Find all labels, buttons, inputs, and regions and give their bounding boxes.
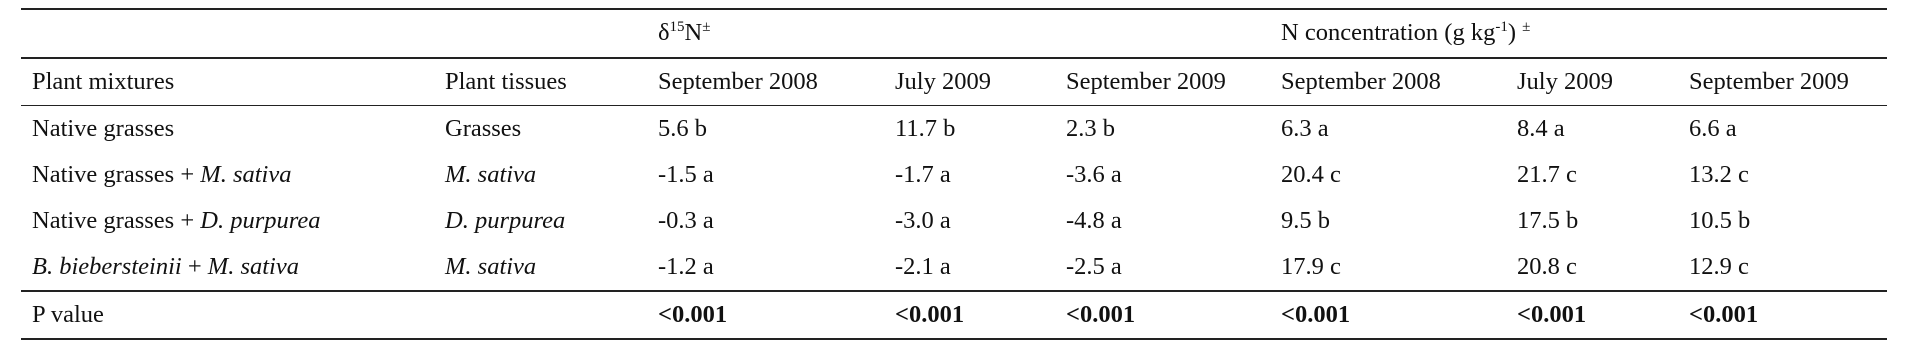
p-value-cell: <0.001 <box>1506 291 1678 339</box>
tissue-cell: M. sativa <box>445 161 537 188</box>
n-concentration-group-header <box>1270 9 1887 58</box>
tissue-cell: M. sativa <box>445 253 537 280</box>
group-header-empty <box>434 9 647 58</box>
p-value-row <box>21 291 1887 339</box>
column-header: September 2009 <box>1678 58 1887 106</box>
mixture-cell: Native grasses <box>32 115 175 142</box>
table-row <box>21 106 1887 153</box>
column-header: September 2008 <box>1270 58 1506 106</box>
column-header: July 2009 <box>884 58 1055 106</box>
value-cell: -3.0 a <box>895 207 951 234</box>
value-cell: 11.7 b <box>895 115 956 142</box>
mixture-cell: Native grasses + D. purpurea <box>32 207 321 234</box>
plus-minus-mark: ± <box>1522 18 1531 35</box>
value-cell: 2.3 b <box>1066 115 1115 142</box>
value-cell: -2.1 a <box>895 253 951 280</box>
column-header: July 2009 <box>1506 58 1678 106</box>
p-value-cell: <0.001 <box>1678 291 1887 339</box>
column-header-row <box>21 58 1887 106</box>
value-cell: -3.6 a <box>1066 161 1122 188</box>
value-cell: -1.7 a <box>895 161 951 188</box>
nitrogen-letter: N <box>684 18 703 46</box>
column-header: Plant mixtures <box>21 58 434 106</box>
p-value-cell: <0.001 <box>1055 291 1270 339</box>
isotope-number: 15 <box>669 18 685 35</box>
table-row <box>21 244 1887 291</box>
value-cell: 10.5 b <box>1689 207 1751 234</box>
value-cell: -1.2 a <box>658 253 714 280</box>
value-cell: -2.5 a <box>1066 253 1122 280</box>
table-row <box>21 198 1887 244</box>
data-table-container <box>21 8 1887 340</box>
value-cell: 21.7 c <box>1517 161 1577 188</box>
value-cell: 17.9 c <box>1281 253 1341 280</box>
closing-paren: ) <box>1507 18 1516 46</box>
unit-exponent: -1 <box>1495 18 1508 35</box>
value-cell: 20.8 c <box>1517 253 1577 280</box>
mixture-cell: Native grasses + M. sativa <box>32 161 292 188</box>
tissue-cell: D. purpurea <box>445 207 566 234</box>
value-cell: 13.2 c <box>1689 161 1749 188</box>
group-header-row <box>21 9 1887 58</box>
value-cell: -0.3 a <box>658 207 714 234</box>
group-header-empty <box>21 9 434 58</box>
value-cell: 6.3 a <box>1281 115 1329 142</box>
value-cell: 8.4 a <box>1517 115 1565 142</box>
data-table <box>21 8 1887 340</box>
table-row <box>21 152 1887 198</box>
delta-symbol: δ <box>658 18 670 46</box>
column-header: September 2008 <box>647 58 884 106</box>
value-cell: 17.5 b <box>1517 207 1579 234</box>
p-value-label: P value <box>21 291 434 339</box>
value-cell: 12.9 c <box>1689 253 1749 280</box>
value-cell: 6.6 a <box>1689 115 1737 142</box>
delta15n-group-header <box>647 9 1270 58</box>
mixture-cell: B. biebersteinii + M. sativa <box>32 253 299 280</box>
p-value-cell: <0.001 <box>647 291 884 339</box>
plus-minus-mark: ± <box>702 18 711 35</box>
column-header: Plant tissues <box>434 58 647 106</box>
p-value-cell: <0.001 <box>1270 291 1506 339</box>
value-cell: 5.6 b <box>658 115 707 142</box>
value-cell: -1.5 a <box>658 161 714 188</box>
value-cell: 9.5 b <box>1281 207 1331 234</box>
n-concentration-label: N concentration (g kg <box>1281 18 1496 46</box>
p-value-cell: <0.001 <box>884 291 1055 339</box>
empty-cell <box>434 291 647 339</box>
column-header: September 2009 <box>1055 58 1270 106</box>
tissue-cell: Grasses <box>445 115 522 142</box>
value-cell: -4.8 a <box>1066 207 1122 234</box>
value-cell: 20.4 c <box>1281 161 1341 188</box>
